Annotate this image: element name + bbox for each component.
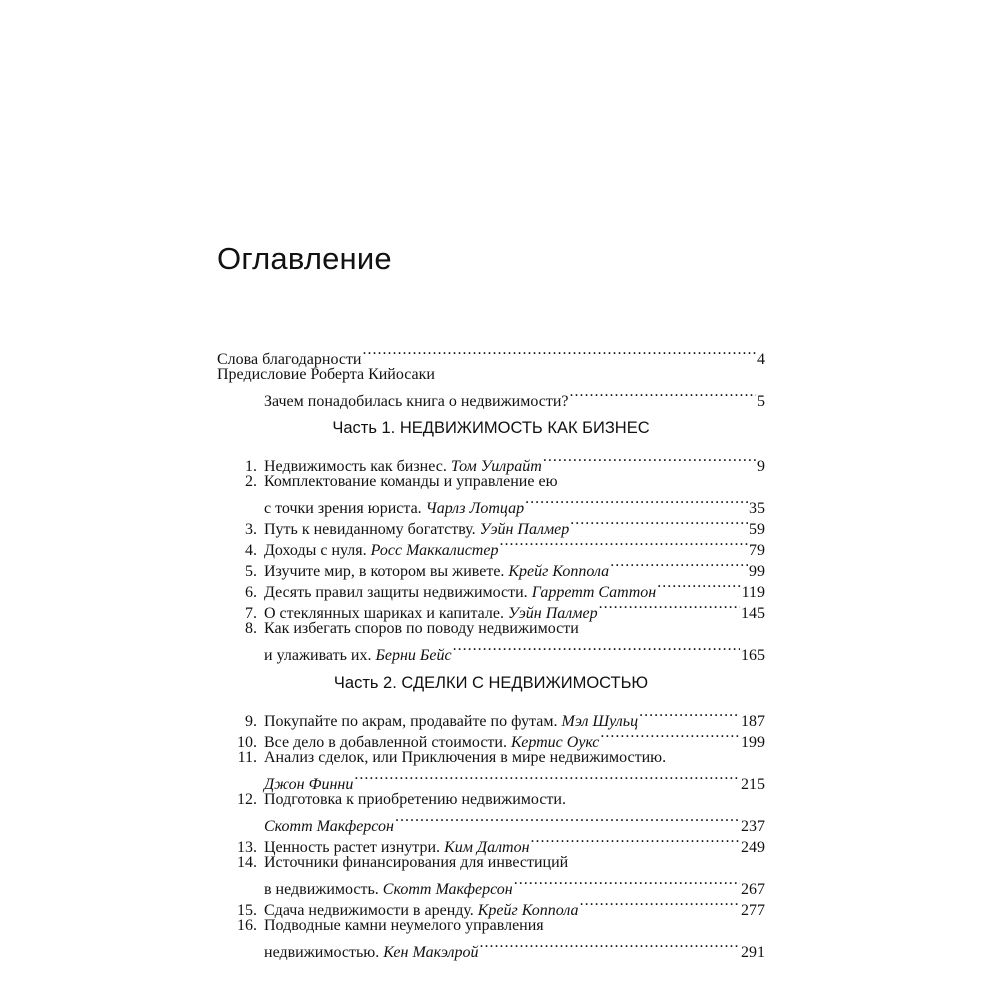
toc-entry-foreword-subtitle[interactable]	[217, 385, 765, 410]
toc-entry[interactable]	[217, 915, 765, 936]
toc-page-number: 79	[749, 542, 765, 559]
table-of-contents	[217, 343, 765, 961]
chapter-number: 4.	[245, 542, 257, 559]
chapter-title-line1: Анализ сделок, или Приключения в мире недвижимостию.	[264, 749, 667, 766]
toc-page-number: 5	[757, 393, 765, 410]
dot-leader	[479, 936, 740, 957]
chapter-author: Чарлз Лотцар	[425, 500, 525, 517]
chapter-number: 3.	[245, 521, 257, 538]
chapter-title: Изучите мир, в котором вы живете.	[264, 563, 505, 580]
chapter-number: 14.	[237, 854, 257, 871]
chapter-number: 10.	[237, 734, 257, 751]
chapter-number: 6.	[245, 584, 257, 601]
toc-entry-continuation[interactable]	[217, 768, 765, 793]
chapter-author: Скотт Макферсон	[382, 881, 513, 898]
chapter-title: Все дело в добавленной стоимости.	[264, 734, 507, 751]
chapter-number: 15.	[237, 902, 257, 919]
toc-page-number: 187	[741, 713, 765, 730]
toc-page-number: 35	[749, 500, 765, 517]
dot-leader	[525, 492, 748, 513]
toc-page-number: 199	[741, 734, 765, 751]
toc-entry[interactable]	[217, 789, 765, 810]
dot-leader	[570, 513, 748, 534]
toc-page-number: 291	[741, 944, 765, 961]
chapter-number: 9.	[245, 713, 257, 730]
chapter-title-line1: Комплектование команды и управление ею	[264, 473, 558, 490]
dot-leader	[543, 450, 756, 471]
toc-entry-text: Слова благодарности	[217, 351, 362, 368]
chapter-title: и улаживать их.	[264, 647, 372, 664]
toc-entry-continuation[interactable]	[217, 492, 765, 517]
dot-leader	[354, 768, 740, 789]
chapter-number: 16.	[237, 917, 257, 934]
dot-leader	[569, 385, 756, 406]
part-heading-1: Часть 1. НЕДВИЖИМОСТЬ КАК БИЗНЕС	[332, 419, 650, 437]
dot-leader	[610, 555, 748, 576]
dot-leader	[395, 810, 740, 831]
toc-entry[interactable]	[217, 471, 765, 492]
chapter-number: 12.	[237, 791, 257, 808]
chapter-title-line1: Источники финансирования для инвестиций	[264, 854, 569, 871]
chapter-author: Кен Макэлрой	[383, 944, 479, 961]
chapter-number: 1.	[245, 458, 257, 475]
chapter-title: Доходы с нуля.	[264, 542, 367, 559]
toc-page-number: 277	[741, 902, 765, 919]
chapter-number: 13.	[237, 839, 257, 856]
toc-entry[interactable]	[217, 747, 765, 768]
chapter-author: Кертис Оукс	[510, 734, 600, 751]
chapter-title: Ценность растет изнутри.	[264, 839, 441, 856]
chapter-title: Недвижимость как бизнес.	[264, 458, 447, 475]
toc-entry[interactable]	[217, 618, 765, 639]
chapter-author: Мэл Шульц	[561, 713, 639, 730]
toc-entry-acknowledgements[interactable]	[217, 343, 765, 368]
chapter-title-line1: Как избегать споров по поводу недвижимости	[264, 620, 579, 637]
chapter-author: Уэйн Палмер	[479, 521, 570, 538]
chapter-number: 11.	[237, 749, 257, 766]
dot-leader	[639, 705, 740, 726]
chapter-title: недвижимостью.	[264, 944, 380, 961]
chapter-title: Покупайте по акрам, продавайте по футам.	[264, 713, 558, 730]
toc-entry-text: Зачем понадобилась книга о недвижимости?	[264, 393, 569, 410]
chapter-author: Том Уилрайт	[450, 458, 542, 475]
chapter-number: 7.	[245, 605, 257, 622]
chapter-title-line1: Подводные камни неумелого управления	[264, 917, 544, 934]
dot-leader	[580, 894, 740, 915]
dot-leader	[514, 873, 740, 894]
toc-entry-continuation[interactable]	[217, 810, 765, 835]
chapter-author: Крейг Коппола	[477, 902, 579, 919]
chapter-author: Ким Далтон	[444, 839, 530, 856]
part-heading-2: Часть 2. СДЕЛКИ С НЕДВИЖИМОСТЬЮ	[333, 674, 649, 692]
toc-entry-continuation[interactable]	[217, 873, 765, 898]
dot-leader	[453, 639, 740, 660]
chapter-author: Росс Маккалистер	[370, 542, 499, 559]
toc-page-number: 165	[741, 647, 765, 664]
toc-page-number: 119	[741, 584, 765, 601]
toc-entry[interactable]	[217, 705, 765, 730]
toc-entry[interactable]	[217, 450, 765, 475]
toc-page-number: 9	[757, 458, 765, 475]
chapter-title: в недвижимость.	[264, 881, 379, 898]
chapter-author: Джон Финни	[264, 776, 354, 793]
toc-page-number: 59	[749, 521, 765, 538]
chapter-author: Уэйн Палмер	[507, 605, 598, 622]
toc-entry-continuation[interactable]	[217, 639, 765, 664]
dot-leader	[531, 831, 740, 852]
chapter-number: 5.	[245, 563, 257, 580]
chapter-title: Путь к невиданному богатству.	[264, 521, 476, 538]
toc-entry-foreword[interactable]	[217, 364, 765, 385]
toc-entry-text: Предисловие Роберта Кийосаки	[217, 366, 435, 383]
toc-entry-continuation[interactable]	[217, 936, 765, 961]
chapter-title: с точки зрения юриста.	[264, 500, 422, 517]
toc-page-number: 4	[757, 351, 765, 368]
chapter-title: Десять правил защиты недвижимости.	[264, 584, 528, 601]
chapter-author: Скотт Макферсон	[264, 818, 394, 835]
toc-page-number: 237	[741, 818, 765, 835]
dot-leader	[600, 726, 740, 747]
dot-leader	[499, 534, 748, 555]
chapter-author: Гарретт Саттон	[531, 584, 657, 601]
toc-page-number: 99	[749, 563, 765, 580]
chapter-number: 8.	[245, 620, 257, 637]
toc-page-number: 215	[741, 776, 765, 793]
dot-leader	[657, 576, 740, 597]
dot-leader	[599, 597, 740, 618]
chapter-number: 2.	[245, 473, 257, 490]
chapter-title: О стеклянных шариках и капитале.	[264, 605, 504, 622]
chapter-title: Сдача недвижимости в аренду.	[264, 902, 474, 919]
dot-leader	[363, 343, 757, 364]
chapter-title-line1: Подготовка к приобретению недвижимости.	[264, 791, 566, 808]
chapter-author: Крейг Коппола	[508, 563, 610, 580]
page-title: Оглавление	[217, 241, 392, 276]
toc-page-number: 145	[741, 605, 765, 622]
chapter-author: Берни Бейс	[375, 647, 452, 664]
toc-page-number: 267	[741, 881, 765, 898]
toc-page-number: 249	[741, 839, 765, 856]
toc-entry[interactable]	[217, 852, 765, 873]
